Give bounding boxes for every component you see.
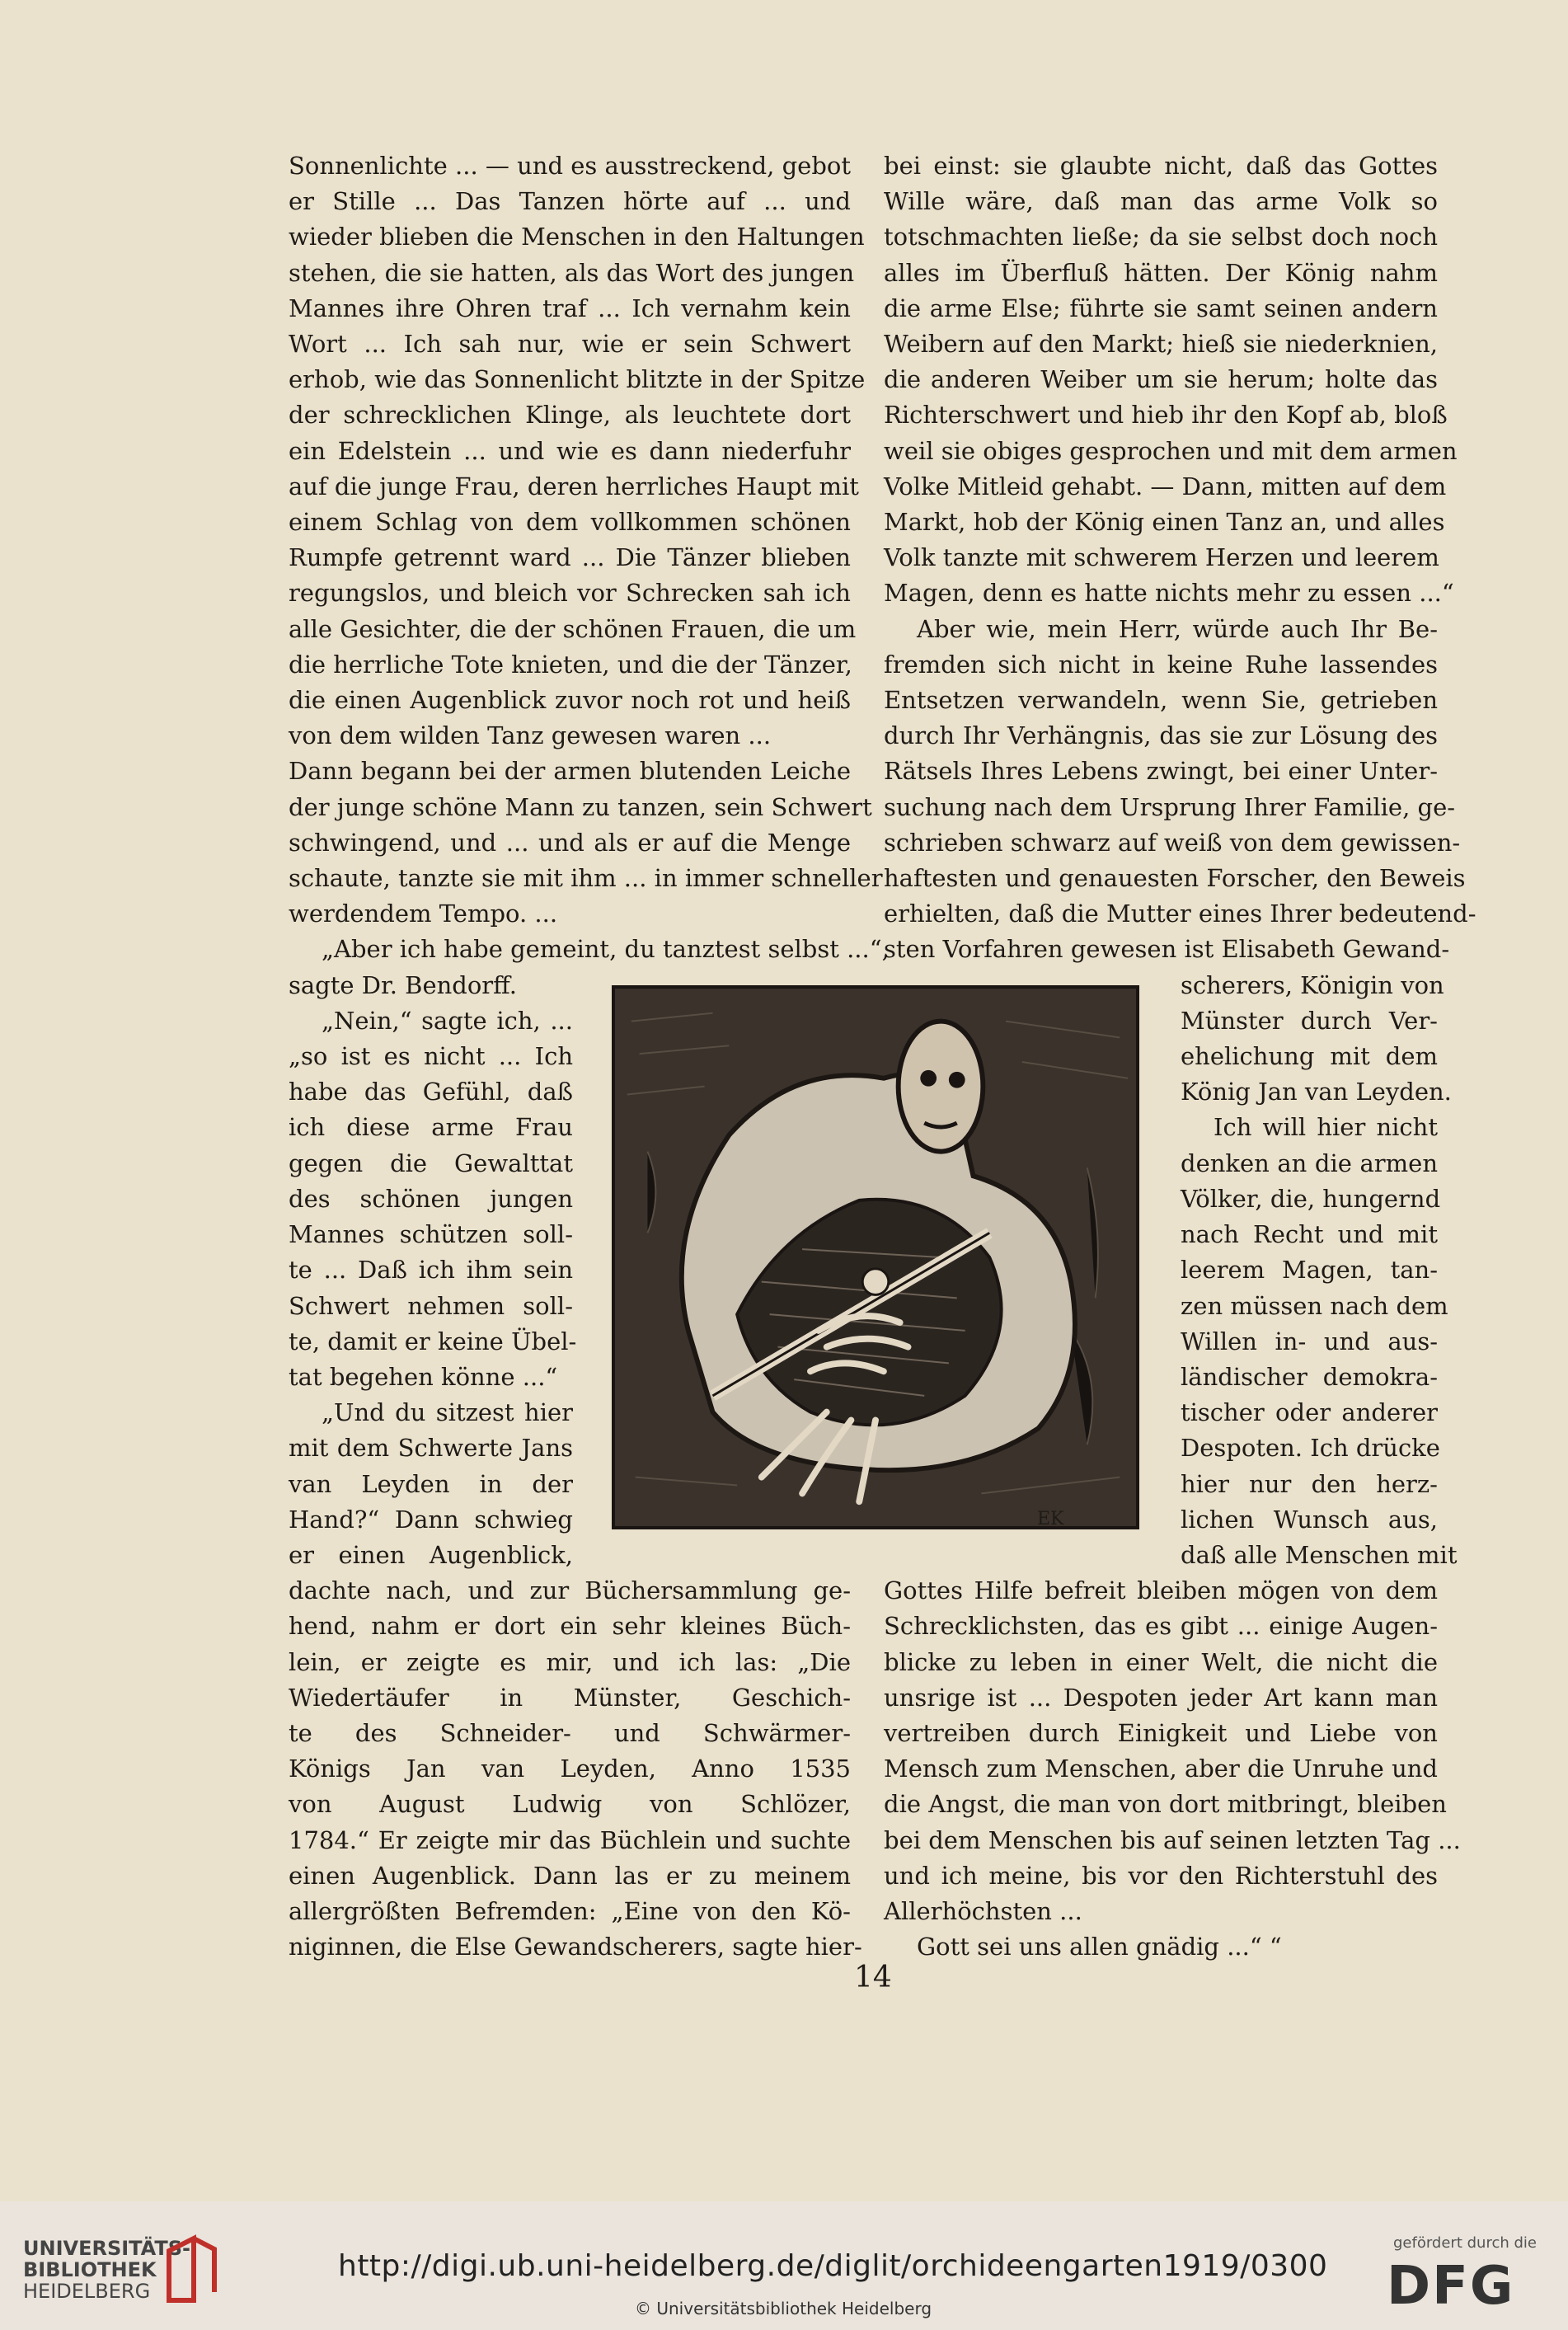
text-line: bei einst: sie glaubte nicht, daß das Gottes (884, 152, 1438, 180)
text-line: er einen Augenblick, (289, 1540, 573, 1569)
text-line: „so ist es nicht ... Ich (289, 1042, 573, 1071)
text-line: Weibern auf den Markt; hieß sie niederknien, (884, 330, 1438, 359)
text-line: Rumpfe getrennt ward ... Die Tänzer blieben (289, 543, 851, 572)
text-line: scherers, Königin von (1181, 970, 1444, 999)
text-line: Mannes schützen soll- (289, 1220, 573, 1249)
text-line: einem Schlag von dem vollkommen schönen (289, 508, 851, 537)
text-line: leerem Magen, tan- (1181, 1256, 1438, 1285)
text-line: die anderen Weiber um sie herum; holte das (884, 365, 1438, 394)
text-line: alle Gesichter, die der schönen Frauen, die um (289, 614, 857, 643)
text-line: Mannes ihre Ohren traf ... Ich vernahm kein (289, 294, 851, 322)
text-line: allergrößten Befremden: „Eine von den Kö- (289, 1896, 851, 1925)
text-line: lichen Wunsch aus, (1181, 1505, 1438, 1534)
left-column-bottom-block (289, 1573, 862, 1965)
text-line: von August Ludwig von Schlözer, (289, 1790, 851, 1819)
text-line: unsrige ist ... Despoten jeder Art kann man (884, 1683, 1438, 1712)
text-line: erhob, wie das Sonnenlicht blitzte in der Spitze (289, 365, 866, 394)
dfg-logo: DFG (1387, 2256, 1515, 2317)
text-line: daß alle Menschen mit (1181, 1540, 1458, 1569)
text-line: 1784.“ Er zeigte mir das Büchlein und suchte (289, 1825, 851, 1854)
text-line: hier nur den herz- (1181, 1469, 1438, 1498)
text-line: durch Ihr Verhängnis, das sie zur Lösung des (884, 721, 1438, 750)
text-line: Volke Mitleid gehabt. — Dann, mitten auf dem (884, 472, 1447, 500)
page-number: 14 (854, 1961, 892, 1994)
text-line: weil sie obiges gesprochen und mit dem armen (884, 436, 1458, 465)
text-line: schrieben schwarz auf weiß von dem gewissen- (884, 828, 1461, 857)
library-name-line3: HEIDELBERG (23, 2280, 151, 2303)
text-line: nach Recht und mit (1181, 1220, 1438, 1249)
text-line: Völker, die, hungernd (1181, 1184, 1441, 1213)
text-line: die herrliche Tote knieten, und die der Tänzer, (289, 650, 852, 679)
woodcut-illustration (612, 985, 1139, 1529)
text-line: te des Schneider- und Schwärmer- (289, 1718, 851, 1747)
text-line: sagte Dr. Bendorff. (289, 970, 517, 999)
text-line: Wort ... Ich sah nur, wie er sein Schwert (289, 330, 851, 359)
text-line: schaute, tanzte sie mit ihm ... in immer schneller (289, 864, 883, 893)
text-line: Königs Jan van Leyden, Anno 1535 (289, 1755, 851, 1783)
text-line: werdendem Tempo. ... (289, 900, 558, 928)
text-line: Entsetzen verwandeln, wenn Sie, getrieben (884, 686, 1438, 715)
left-column-top-block (289, 148, 890, 968)
text-line: tat begehen könne ...“ (289, 1362, 558, 1391)
text-line: hend, nahm er dort ein sehr kleines Büch- (289, 1612, 851, 1641)
funder-label: gefördert durch die (1393, 2234, 1537, 2252)
illustration-monogram: EK (1037, 1509, 1064, 1529)
text-line: alles im Überfluß hätten. Der König nahm (884, 258, 1438, 287)
text-line: bei dem Menschen bis auf seinen letzten Tag ... (884, 1825, 1461, 1854)
text-line: Hand?“ Dann schwieg (289, 1505, 573, 1534)
text-line: tischer oder anderer (1181, 1398, 1438, 1427)
text-line: Schwert nehmen soll- (289, 1291, 573, 1320)
text-line: Richterschwert und hieb ihr den Kopf ab, bloß (884, 401, 1448, 430)
text-line: mit dem Schwerte Jans (289, 1434, 573, 1463)
text-line: fremden sich nicht in keine Ruhe lassendes (884, 650, 1438, 679)
text-line: Wille wäre, daß man das arme Volk so (884, 187, 1438, 216)
right-column-narrow-block (1181, 968, 1458, 1573)
text-line: totschmachten ließe; da sie selbst doch noch (884, 223, 1438, 251)
text-line: Allerhöchsten ... (884, 1896, 1082, 1925)
text-line: haftesten und genauesten Forscher, den Beweis (884, 864, 1466, 893)
text-line: Ich will hier nicht (1214, 1113, 1438, 1142)
text-line: te, damit er keine Übel- (289, 1327, 577, 1355)
text-line: schwingend, und ... und als er auf die Menge (289, 828, 851, 857)
text-line: „Und du sitzest hier (322, 1398, 573, 1427)
copyright-notice: © Universitätsbibliothek Heidelberg (635, 2299, 932, 2318)
text-line: Markt, hob der König einen Tanz an, und alles (884, 508, 1445, 537)
text-line: te ... Daß ich ihm sein (289, 1256, 573, 1285)
text-line: der junge schöne Mann zu tanzen, sein Schwert (289, 792, 872, 821)
text-line: die arme Else; führte sie samt seinen andern (884, 294, 1438, 322)
right-column-bottom-block (884, 1573, 1461, 1965)
text-line: Wiedertäufer in Münster, Geschich- (289, 1683, 851, 1712)
text-line: erhielten, daß die Mutter eines Ihrer bedeutend- (884, 900, 1476, 928)
text-line: ein Edelstein ... und wie es dann niederfuhr (289, 436, 851, 465)
text-line: lein, er zeigte es mir, und ich las: „Die (289, 1647, 851, 1676)
text-line: suchung nach dem Ursprung Ihrer Familie, ge- (884, 792, 1456, 821)
text-line: ehelichung mit dem (1181, 1042, 1438, 1071)
left-column-narrow-block (289, 968, 577, 1573)
text-line: er Stille ... Das Tanzen hörte auf ... und (289, 187, 851, 216)
text-line: vertreiben durch Einigkeit und Liebe von (884, 1718, 1438, 1747)
text-line: einen Augenblick. Dann las er zu meinem (289, 1861, 851, 1890)
text-line: Rätsels Ihres Lebens zwingt, bei einer Unter- (884, 757, 1438, 786)
text-line: Gott sei uns allen gnädig ...“ “ (917, 1933, 1282, 1961)
text-line: Willen in- und aus- (1181, 1327, 1438, 1355)
library-name-line2: BIBLIOTHEK (23, 2258, 157, 2281)
text-line: die einen Augenblick zuvor noch rot und heiß (289, 686, 851, 715)
text-line: dachte nach, und zur Büchersammlung ge- (289, 1576, 851, 1605)
text-line: Magen, denn es hatte nichts mehr zu essen ...“ (884, 579, 1454, 608)
text-line: van Leyden in der (289, 1469, 573, 1498)
permalink-url[interactable]: http://digi.ub.uni-heidelberg.de/diglit/orchideengarten1919/0300 (338, 2249, 1328, 2283)
text-line: ich diese arme Frau (289, 1113, 573, 1142)
text-line: auf die junge Frau, deren herrliches Haupt mit (289, 472, 859, 500)
text-line: Despoten. Ich drücke (1181, 1434, 1440, 1463)
text-line: Aber wie, mein Herr, würde auch Ihr Be- (917, 614, 1438, 643)
text-line: niginnen, die Else Gewandscherers, sagte hier- (289, 1933, 862, 1961)
woodcut-figure-with-sword-icon (615, 989, 1136, 1526)
text-line: sten Vorfahren gewesen ist Elisabeth Gewand- (884, 935, 1450, 964)
text-line: wieder blieben die Menschen in den Haltungen (289, 223, 865, 251)
text-line: zen müssen nach dem (1181, 1291, 1448, 1320)
text-line: Sonnenlichte ... — und es ausstreckend, gebot (289, 152, 851, 180)
right-column-top-block (884, 148, 1476, 968)
text-line: des schönen jungen (289, 1184, 573, 1213)
text-line: „Nein,“ sagte ich, ... (322, 1006, 573, 1035)
library-name-line1: UNIVERSITÄTS- (23, 2237, 191, 2260)
text-line: ländischer demokra- (1181, 1362, 1438, 1391)
text-line: Dann begann bei der armen blutenden Leiche (289, 757, 851, 786)
text-line: die Angst, die man von dort mitbringt, bleiben (884, 1790, 1447, 1819)
text-line: Mensch zum Menschen, aber die Unruhe und (884, 1755, 1438, 1783)
text-line: „Aber ich habe gemeint, du tanztest selbst ...“, (322, 935, 890, 964)
text-line: regungslos, und bleich vor Schrecken sah ich (289, 579, 851, 608)
text-line: habe das Gefühl, daß (289, 1078, 573, 1106)
text-line: Münster durch Ver- (1181, 1006, 1438, 1035)
text-line: Gottes Hilfe befreit bleiben mögen von dem (884, 1576, 1438, 1605)
text-line: Schrecklichsten, das es gibt ... einige Augen- (884, 1612, 1438, 1641)
text-line: König Jan van Leyden. (1181, 1078, 1452, 1106)
text-line: blicke zu leben in einer Welt, die nicht die (884, 1647, 1438, 1676)
text-line: stehen, die sie hatten, als das Wort des jungen (289, 258, 855, 287)
text-line: der schrecklichen Klinge, als leuchtete dort (289, 401, 851, 430)
footer-bar (0, 2201, 1568, 2330)
text-line: Volk tanzte mit schwerem Herzen und leerem (884, 543, 1439, 572)
text-line: von dem wilden Tanz gewesen waren ... (289, 721, 772, 750)
text-line: und ich meine, bis vor den Richterstuhl des (884, 1861, 1438, 1890)
text-line: denken an die armen (1181, 1149, 1438, 1177)
text-line: gegen die Gewalttat (289, 1149, 573, 1177)
library-emblem-icon (161, 2234, 218, 2304)
